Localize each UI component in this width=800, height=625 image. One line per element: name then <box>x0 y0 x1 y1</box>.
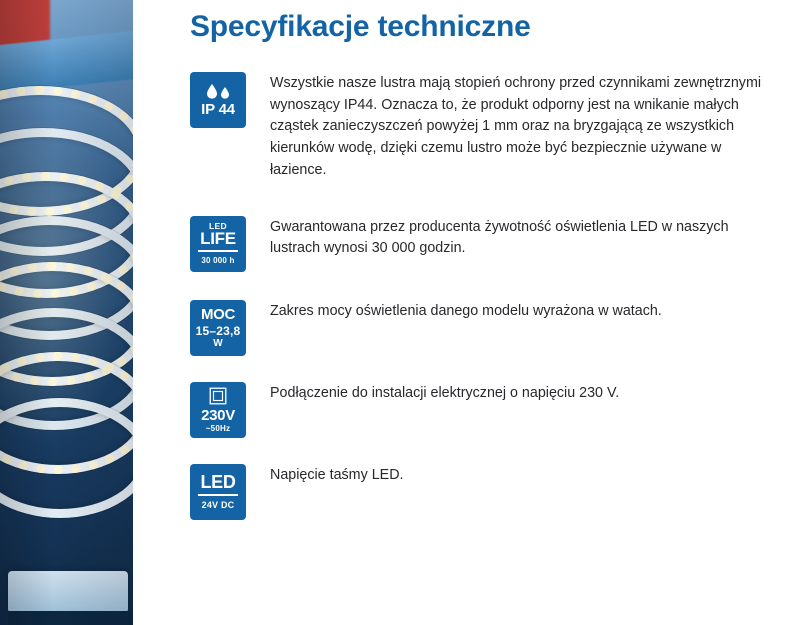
content-area <box>133 0 800 625</box>
spec-text <box>270 72 770 182</box>
badge-power-main: 15–23,8 <box>195 323 241 338</box>
spec-paragraph: Wszystkie nasze lustra mają stopień ochrony przed czynnikami zewnętrznymi wynoszący IP44. Oznacza to, że produkt odporny jest na wnikanie małych cząstek zanieczyszczeń powyżej 1 mm oraz na bryzgającą ze wszystkich kierunków wodę, dzięki czemu lustro może być bezpiecznie używane w łazience. <box>270 75 762 178</box>
drop-icon <box>220 87 230 99</box>
photo-vignette <box>0 0 133 625</box>
badge-ip44 <box>190 72 246 128</box>
spec-paragraph: Podłączenie do instalacji elektrycznej o napięciu 230 V. <box>270 384 620 401</box>
badge-mains-main: 230V <box>201 406 235 424</box>
badge-led-voltage <box>190 464 246 520</box>
list-item <box>190 382 790 438</box>
spec-paragraph: Gwarantowana przez producenta żywotność oświetlenia LED w naszych lustrach wynosi 30 000 godzin. <box>270 218 729 257</box>
page-title: Specyfikacje techniczne <box>190 10 531 43</box>
spec-list <box>190 72 790 520</box>
spec-paragraph: Zakres mocy oświetlenia danego modelu wyrażona w watach. <box>270 302 662 319</box>
drop-icon <box>206 84 218 99</box>
spec-text <box>270 300 662 323</box>
badge-led-voltage-sub: 24V DC <box>201 500 235 511</box>
divider <box>198 250 238 252</box>
badge-mains-sub: ~50Hz <box>205 423 231 433</box>
badge-led-life-sub: 30 000 h <box>201 256 235 266</box>
badge-power-range <box>190 300 246 356</box>
spec-text <box>270 382 619 405</box>
badge-mains-voltage <box>190 382 246 438</box>
badge-power-unit: W <box>213 337 223 349</box>
divider <box>198 494 238 496</box>
list-item <box>190 216 790 272</box>
spec-text <box>270 464 404 487</box>
list-item <box>190 300 790 356</box>
spec-text <box>270 216 770 260</box>
spec-paragraph: Napięcie taśmy LED. <box>270 466 404 483</box>
badge-led-life-main: LIFE <box>200 229 236 249</box>
led-strip-reel-photo <box>0 0 133 625</box>
class-2-insulation-icon <box>209 387 227 405</box>
badge-led-life <box>190 216 246 272</box>
water-drops-glyph <box>206 84 230 99</box>
list-item <box>190 464 790 520</box>
badge-power-top: MOC <box>200 305 236 323</box>
water-drops-icon <box>201 84 235 117</box>
badge-led-life-top: LED <box>209 220 227 231</box>
list-item <box>190 72 790 182</box>
badge-ip44-label: IP 44 <box>201 100 235 118</box>
badge-led-voltage-main: LED <box>200 472 236 493</box>
